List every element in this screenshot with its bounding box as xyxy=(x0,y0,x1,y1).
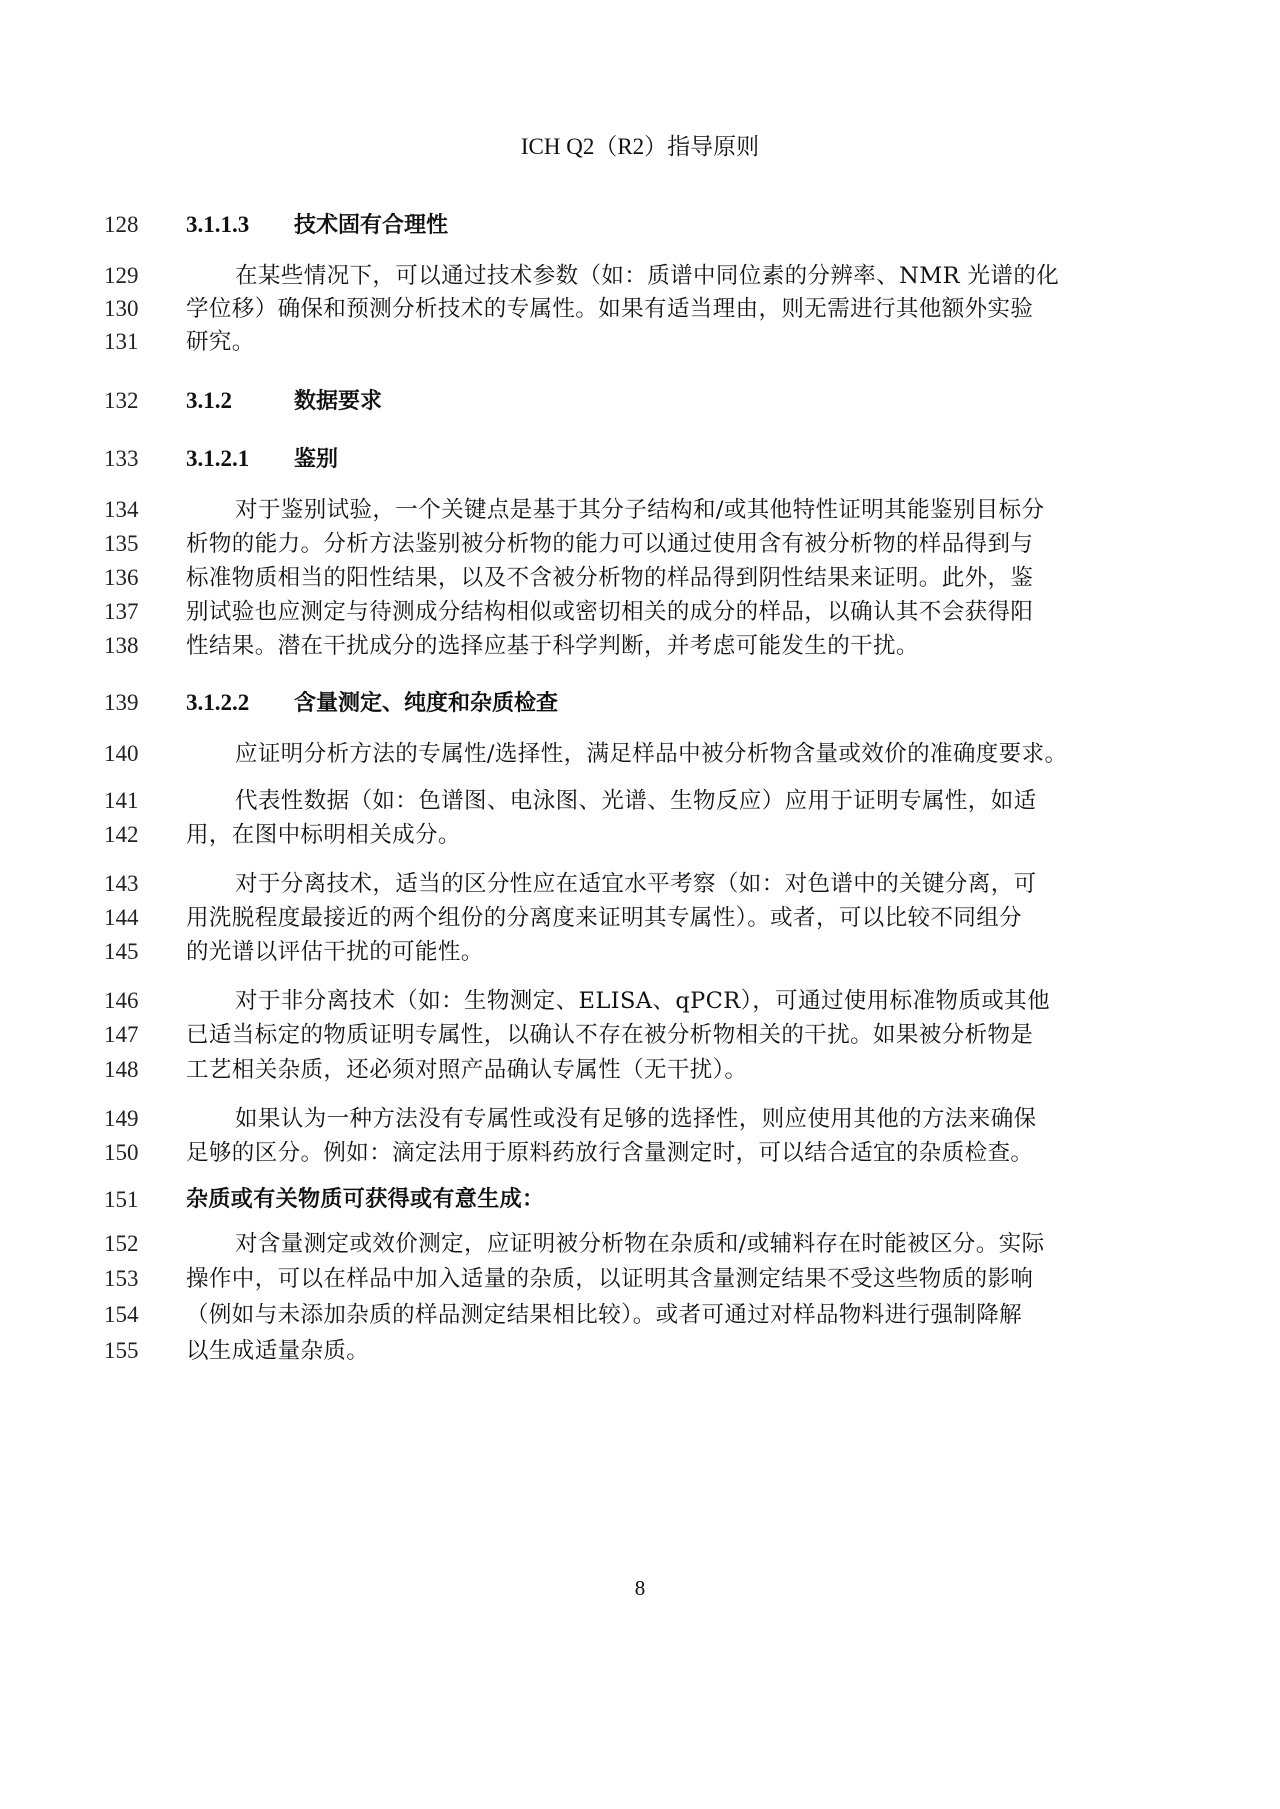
line-number: 143 xyxy=(104,871,139,896)
line-150 xyxy=(0,1136,1280,1170)
line-136 xyxy=(0,561,1280,595)
line-number: 138 xyxy=(104,633,139,658)
line-number: 146 xyxy=(104,988,139,1013)
paragraph-line: 的光谱以评估干扰的可能性。 xyxy=(186,939,484,965)
line-number: 149 xyxy=(104,1106,139,1131)
line-number: 152 xyxy=(104,1231,139,1256)
line-number: 135 xyxy=(104,531,139,556)
line-130 xyxy=(0,292,1280,326)
line-152 xyxy=(0,1227,1280,1261)
line-number: 133 xyxy=(104,446,139,471)
line-number: 128 xyxy=(104,212,139,237)
paragraph-line: 别试验也应测定与待测成分结构相似或密切相关的成分的样品，以确认其不会获得阳 xyxy=(186,599,1034,625)
line-144 xyxy=(0,901,1280,935)
section-heading xyxy=(186,686,558,721)
line-number: 137 xyxy=(104,599,139,624)
paragraph-line: 足够的区分。例如：滴定法用于原料药放行含量测定时，可以结合适宜的杂质检查。 xyxy=(186,1140,1034,1166)
line-number: 132 xyxy=(104,388,139,413)
line-number: 141 xyxy=(104,788,139,813)
line-134 xyxy=(0,493,1280,527)
section-title: 技术固有合理性 xyxy=(294,213,449,238)
paragraph-line: 性结果。潜在干扰成分的选择应基于科学判断，并考虑可能发生的干扰。 xyxy=(186,633,919,659)
line-133 xyxy=(0,442,1280,476)
section-title: 数据要求 xyxy=(294,389,383,414)
paragraph-line: 标准物质相当的阳性结果，以及不含被分析物的样品得到阴性结果来证明。此外，鉴 xyxy=(186,565,1034,591)
line-number: 145 xyxy=(104,939,139,964)
line-number: 147 xyxy=(104,1022,139,1047)
line-number: 136 xyxy=(104,565,139,590)
line-number: 148 xyxy=(104,1057,139,1082)
line-number: 151 xyxy=(104,1187,139,1212)
paragraph-line: 用洗脱程度最接近的两个组份的分离度来证明其专属性）。或者，可以比较不同组分 xyxy=(186,905,1023,931)
page-number: 8 xyxy=(634,1576,646,1600)
paragraph-line: 代表性数据（如：色谱图、电泳图、光谱、生物反应）应用于证明专属性，如适 xyxy=(235,788,1037,814)
line-number: 140 xyxy=(104,741,139,766)
line-number: 130 xyxy=(104,296,139,321)
line-147 xyxy=(0,1018,1280,1052)
paragraph-line: 如果认为一种方法没有专属性或没有足够的选择性，则应使用其他的方法来确保 xyxy=(235,1106,1037,1132)
line-number: 134 xyxy=(104,497,139,522)
line-number: 154 xyxy=(104,1302,139,1327)
line-145 xyxy=(0,935,1280,969)
section-number: 3.1.2.2 xyxy=(186,690,250,715)
line-149 xyxy=(0,1102,1280,1136)
section-heading xyxy=(186,384,382,419)
line-140 xyxy=(0,737,1280,771)
section-title: 含量测定、纯度和杂质检查 xyxy=(294,691,559,716)
paragraph-line: （例如与未添加杂质的样品测定结果相比较）。或者可通过对样品物料进行强制降解 xyxy=(186,1302,1023,1328)
section-heading xyxy=(186,208,448,243)
paragraph-line: 应证明分析方法的专属性/选择性，满足样品中被分析物含量或效价的准确度要求。 xyxy=(235,741,1068,767)
paragraph-line: 操作中，可以在样品中加入适量的杂质，以证明其含量测定结果不受这些物质的影响 xyxy=(186,1266,1034,1292)
line-128 xyxy=(0,208,1280,242)
line-132 xyxy=(0,384,1280,418)
paragraph-line: 学位移）确保和预测分析技术的专属性。如果有适当理由，则无需进行其他额外实验 xyxy=(186,296,1034,322)
line-153 xyxy=(0,1262,1280,1296)
line-151 xyxy=(0,1183,1280,1217)
paragraph-line: 工艺相关杂质，还必须对照产品确认专属性（无干扰）。 xyxy=(186,1057,748,1083)
paragraph-line: 用，在图中标明相关成分。 xyxy=(186,822,461,848)
paragraph-line: 以生成适量杂质。 xyxy=(186,1338,370,1364)
line-number: 155 xyxy=(104,1338,139,1363)
section-heading xyxy=(186,442,338,477)
line-number: 129 xyxy=(104,263,139,288)
paragraph-line: 已适当标定的物质证明专属性，以确认不存在被分析物相关的干扰。如果被分析物是 xyxy=(186,1022,1034,1048)
line-number: 150 xyxy=(104,1140,139,1165)
paragraph-line: 研究。 xyxy=(186,329,255,355)
line-number: 142 xyxy=(104,822,139,847)
paragraph-line: 对含量测定或效价测定，应证明被分析物在杂质和/或辅料存在时能被区分。实际 xyxy=(235,1231,1045,1257)
section-number: 3.1.1.3 xyxy=(186,212,250,237)
line-139 xyxy=(0,686,1280,720)
line-number: 153 xyxy=(104,1266,139,1291)
line-146 xyxy=(0,984,1280,1018)
line-number: 144 xyxy=(104,905,139,930)
line-155 xyxy=(0,1334,1280,1368)
paragraph-line: 对于分离技术，适当的区分性应在适宜水平考察（如：对色谱中的关键分离，可 xyxy=(235,871,1037,897)
line-141 xyxy=(0,784,1280,818)
line-129 xyxy=(0,259,1280,293)
paragraph-line: 析物的能力。分析方法鉴别被分析物的能力可以通过使用含有被分析物的样品得到与 xyxy=(186,531,1034,557)
line-154 xyxy=(0,1298,1280,1332)
line-138 xyxy=(0,629,1280,663)
paragraph-line: 在某些情况下，可以通过技术参数（如：质谱中同位素的分辨率、NMR 光谱的化 xyxy=(235,263,1060,289)
section-number: 3.1.2 xyxy=(186,388,232,413)
line-135 xyxy=(0,527,1280,561)
line-148 xyxy=(0,1053,1280,1087)
page-header: ICH Q2（R2）指导原则 xyxy=(520,134,760,159)
subheading: 杂质或有关物质可获得或有意生成： xyxy=(186,1187,545,1212)
line-143 xyxy=(0,867,1280,901)
section-number: 3.1.2.1 xyxy=(186,446,250,471)
line-131 xyxy=(0,325,1280,359)
line-142 xyxy=(0,818,1280,852)
paragraph-line: 对于非分离技术（如：生物测定、ELISA、qPCR），可通过使用标准物质或其他 xyxy=(235,988,1050,1014)
line-number: 131 xyxy=(104,329,139,354)
line-number: 139 xyxy=(104,690,139,715)
section-title: 鉴别 xyxy=(294,447,339,472)
paragraph-line: 对于鉴别试验，一个关键点是基于其分子结构和/或其他特性证明其能鉴别目标分 xyxy=(235,497,1045,523)
line-137 xyxy=(0,595,1280,629)
